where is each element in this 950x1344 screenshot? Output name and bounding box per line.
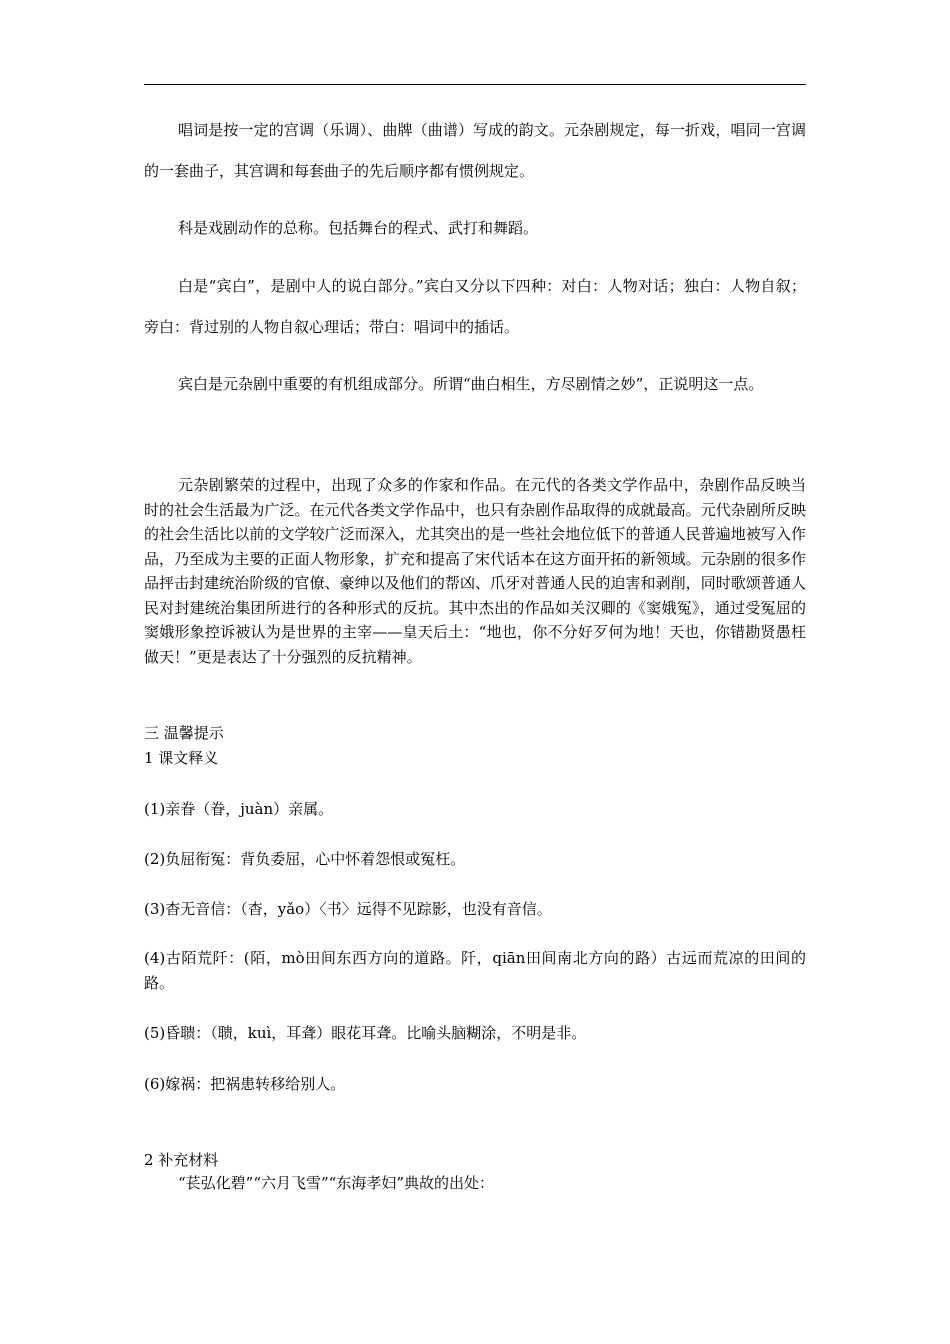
note-item: (3)杳无音信：（杳，yǎo）〈书〉远得不见踪影，也没有音信。 xyxy=(144,900,552,918)
note-item: (1)亲眷（眷，juàn）亲属。 xyxy=(144,800,334,818)
subsection-heading-explanations: 1 课文释义 xyxy=(144,749,219,767)
note-item: (4)古陌荒阡：(陌，mò田间东西方向的道路。阡，qiān田间南北方向的路）古远而荒凉的田间的路。 xyxy=(144,949,806,992)
paragraph-ke-actions: 科是戏剧动作的总称。包括舞台的程式、武打和舞蹈。 xyxy=(178,219,539,237)
note-item: (5)昏聩：（聩，kuì，耳聋）眼花耳聋。比喻头脑糊涂，不明是非。 xyxy=(144,1024,587,1042)
paragraph-singing-lyrics: 唱词是按一定的宫调（乐调）、曲牌（曲谱）写成的韵文。元杂剧规定，每一折戏，唱同一宫调的一套曲子，其宫调和每套曲子的先后顺序都有惯例规定。 xyxy=(144,121,806,180)
paragraph-bin-bai: 白是“宾白”，是剧中人的说白部分。”宾白又分以下四种：对白：人物对话；独白：人物自叙；旁白：背过别的人物自叙心理话；带白：唱词中的插话。 xyxy=(144,277,806,336)
paragraph-bin-bai-importance: 宾白是元杂剧中重要的有机组成部分。所谓“曲白相生，方尽剧情之妙”，正说明这一点。 xyxy=(178,375,764,393)
note-item: (2)负屈衔冤：背负委屈，心中怀着怨恨或冤枉。 xyxy=(144,850,466,868)
note-item: (6)嫁祸：把祸患转移给别人。 xyxy=(144,1075,346,1093)
section-heading: 三 温馨提示 xyxy=(144,724,224,742)
paragraph-yuan-zaju-prosperity: 元杂剧繁荣的过程中，出现了众多的作家和作品。在元代的各类文学作品中，杂剧作品反映当时的社会生活最为广泛。在元代各类文学作品中，也只有杂剧作品取得的成就最高。元代杂剧所反映的社会生活比以前的文学较广泛而深入，尤其突出的是一些社会地位低下的普通人民普遍地被写入作品，乃至成为主要的正面人物形象，扩充和提高了宋代话本在这方面开拓的新领域。元杂剧的很多作品抨击封建统治阶级的官僚、豪绅以及他们的帮凶、爪牙对普通人民的迫害和剥削，同时歌颂普通人民对封建统治集团所进行的各种形式的反抗。其中杰出的作品如关汉卿的《窦娥冤》，通过受冤屈的窦娥形象控诉被认为是世界的主宰——皇天后土：“地也，你不分好歹何为地！天也，你错勘贤愚枉做天！”更是表达了十分强烈的反抗精神。 xyxy=(144,476,806,666)
subsection-heading-supplement: 2 补充材料 xyxy=(144,1151,219,1169)
supplement-intro: “苌弘化碧”“六月飞雪”“东海孝妇”典故的出处： xyxy=(178,1174,495,1192)
header-rule xyxy=(144,84,806,85)
